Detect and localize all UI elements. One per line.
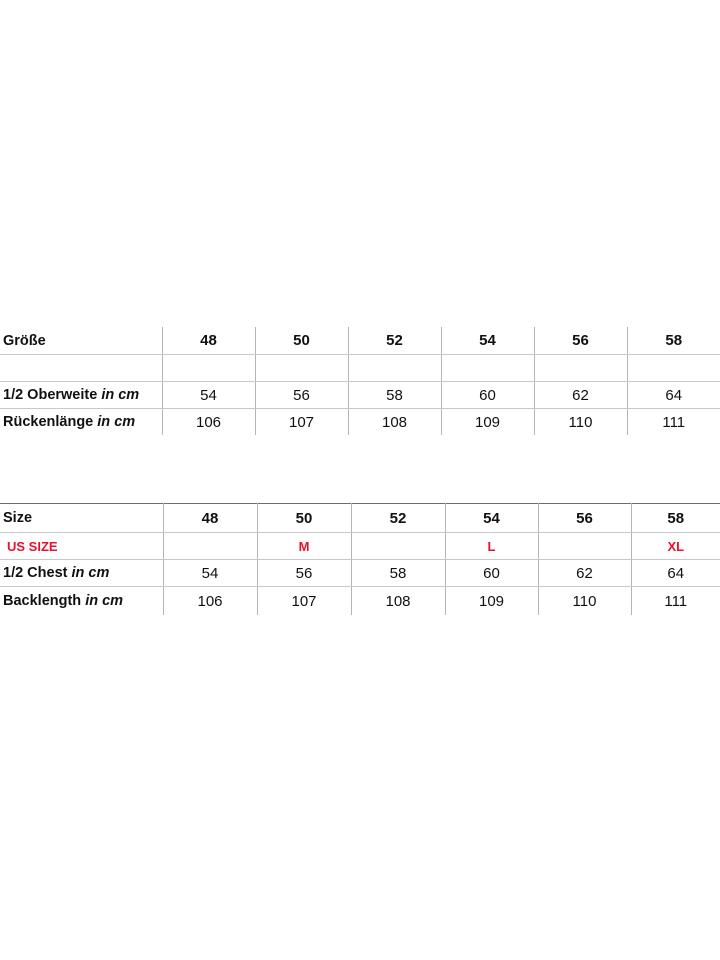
- chest-value: 62: [538, 560, 631, 587]
- back-length-value: 108: [351, 587, 445, 616]
- back-length-label: [0, 409, 162, 436]
- empty-cell: [348, 355, 441, 382]
- chest-label-text: 1/2 Chest: [3, 565, 68, 581]
- back-length-row: [0, 587, 720, 616]
- size-cell: 50: [257, 504, 351, 533]
- back-label-text: Rückenlänge: [3, 414, 94, 430]
- size-cell: 48: [163, 504, 257, 533]
- us-size-value: L: [445, 533, 538, 560]
- back-length-value: 110: [538, 587, 631, 616]
- chest-value: 64: [627, 382, 720, 409]
- size-cell: 48: [162, 327, 255, 355]
- size-cell: 52: [351, 504, 445, 533]
- chest-value: 56: [257, 560, 351, 587]
- size-cell: 56: [538, 504, 631, 533]
- us-size-value: [351, 533, 445, 560]
- us-size-row: [0, 533, 720, 560]
- chest-value: 62: [534, 382, 627, 409]
- back-length-value: 107: [257, 587, 351, 616]
- back-length-label: [0, 587, 163, 616]
- size-cell: 54: [441, 327, 534, 355]
- back-unit: in cm: [97, 414, 136, 430]
- chest-label-text: 1/2 Oberweite: [3, 387, 98, 403]
- chest-value: 54: [163, 560, 257, 587]
- empty-row: [0, 355, 720, 382]
- back-length-value: 110: [534, 409, 627, 436]
- back-length-value: 109: [445, 587, 538, 616]
- chest-label: [0, 382, 162, 409]
- chest-value: 58: [348, 382, 441, 409]
- chest-value: 64: [631, 560, 720, 587]
- chest-label: [0, 560, 163, 587]
- back-length-value: 111: [627, 409, 720, 436]
- size-table-english: [0, 503, 720, 615]
- back-label-text: Backlength: [3, 593, 82, 609]
- chest-unit: in cm: [101, 387, 140, 403]
- us-size-value: XL: [631, 533, 720, 560]
- size-table-german: [0, 327, 720, 435]
- size-cell: 58: [627, 327, 720, 355]
- size-cell: 54: [445, 504, 538, 533]
- chest-value: 60: [441, 382, 534, 409]
- us-size-value: [163, 533, 257, 560]
- empty-cell: [534, 355, 627, 382]
- size-cell: 52: [348, 327, 441, 355]
- chest-value: 56: [255, 382, 348, 409]
- chest-row: [0, 560, 720, 587]
- empty-cell: [441, 355, 534, 382]
- size-header-label: Size: [0, 504, 163, 533]
- back-length-value: 108: [348, 409, 441, 436]
- empty-cell: [255, 355, 348, 382]
- size-cell: 58: [631, 504, 720, 533]
- back-length-value: 111: [631, 587, 720, 616]
- empty-cell: [627, 355, 720, 382]
- header-row: [0, 504, 720, 533]
- chest-unit: in cm: [71, 565, 110, 581]
- header-row: [0, 327, 720, 355]
- back-length-value: 106: [163, 587, 257, 616]
- chest-value: 60: [445, 560, 538, 587]
- back-length-value: 106: [162, 409, 255, 436]
- size-cell: 50: [255, 327, 348, 355]
- us-size-value: [538, 533, 631, 560]
- chest-row: [0, 382, 720, 409]
- chest-value: 54: [162, 382, 255, 409]
- back-length-value: 109: [441, 409, 534, 436]
- back-unit: in cm: [85, 593, 124, 609]
- empty-cell: [0, 355, 162, 382]
- size-cell: 56: [534, 327, 627, 355]
- empty-cell: [162, 355, 255, 382]
- us-size-value: M: [257, 533, 351, 560]
- size-header-label: Größe: [0, 327, 162, 355]
- us-size-label: US SIZE: [0, 533, 163, 560]
- back-length-value: 107: [255, 409, 348, 436]
- chest-value: 58: [351, 560, 445, 587]
- back-length-row: [0, 409, 720, 436]
